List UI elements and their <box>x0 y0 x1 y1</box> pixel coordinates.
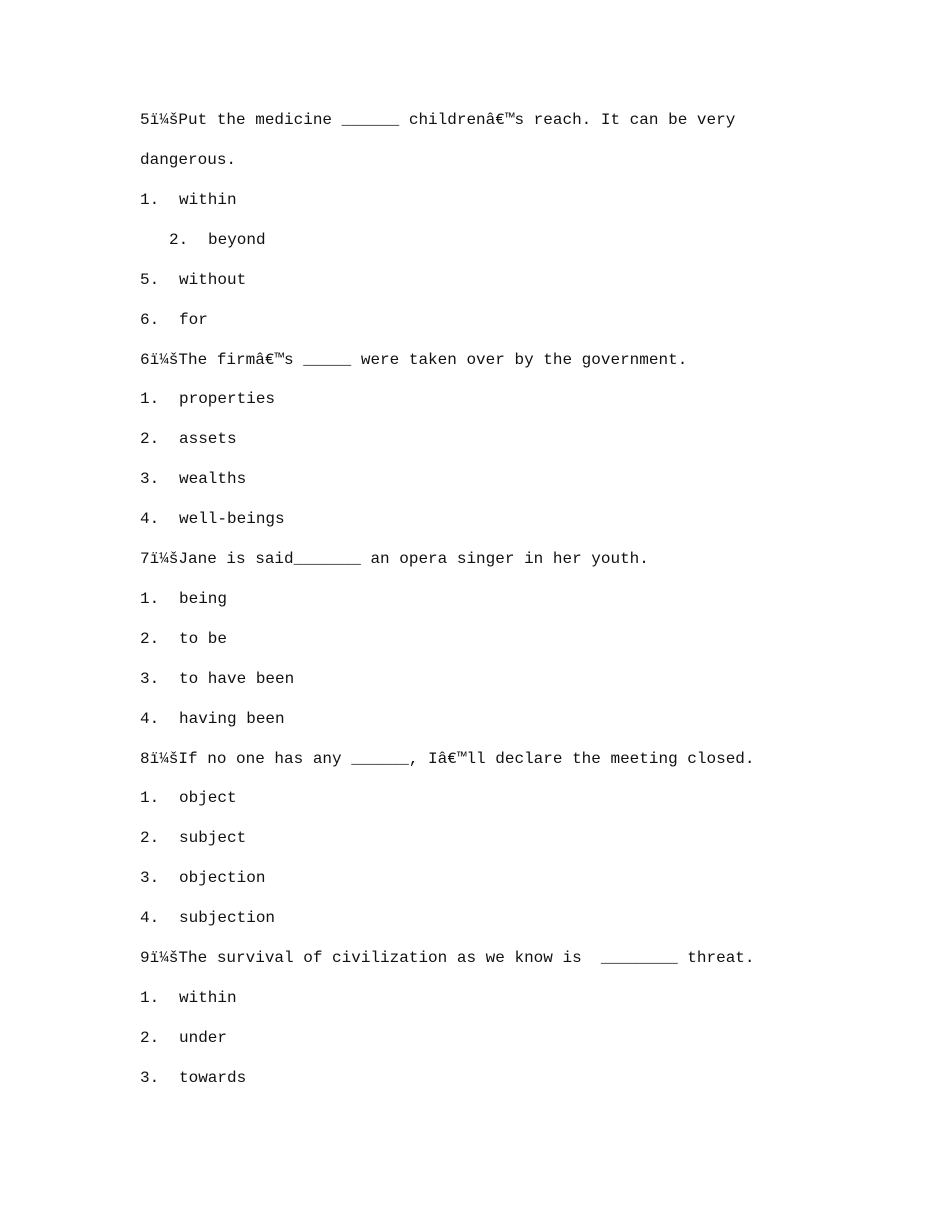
question-5-option-4 <box>140 300 208 340</box>
option-number: 2. <box>169 231 189 249</box>
question-5-option-3 <box>140 260 246 300</box>
option-text: being <box>179 590 228 608</box>
question-6-text: 6ï¼šThe firmâ€™s _____ were taken over by the government. <box>140 351 688 369</box>
question-5-text-line-1: 5ï¼šPut the medicine ______ childrenâ€™s reach. It can be very <box>140 111 736 129</box>
question-5-option-1 <box>140 180 237 220</box>
question-9-option-3 <box>140 1058 246 1098</box>
option-text: having been <box>179 710 285 728</box>
option-text: subjection <box>179 909 276 927</box>
option-number: 2. <box>140 430 160 448</box>
question-8-option-3 <box>140 858 265 898</box>
option-number: 6. <box>140 311 160 329</box>
question-7-option-1 <box>140 579 227 619</box>
question-7-option-4 <box>140 699 285 739</box>
option-number: 1. <box>140 789 160 807</box>
option-text: subject <box>179 829 247 847</box>
option-number: 1. <box>140 590 160 608</box>
option-text: objection <box>179 869 266 887</box>
option-text: without <box>179 271 247 289</box>
option-text: under <box>179 1029 228 1047</box>
question-7-text: 7ï¼šJane is said_______ an opera singer in her youth. <box>140 550 649 568</box>
option-text: object <box>179 789 237 807</box>
question-5-text-line-2: dangerous. <box>140 151 237 169</box>
option-text: within <box>179 191 237 209</box>
option-number: 3. <box>140 670 160 688</box>
question-7-option-3 <box>140 659 294 699</box>
option-number: 1. <box>140 989 160 1007</box>
option-number: 1. <box>140 390 160 408</box>
option-text: beyond <box>208 231 266 249</box>
option-number: 4. <box>140 909 160 927</box>
option-text: towards <box>179 1069 247 1087</box>
option-text: well-beings <box>179 510 285 528</box>
question-6-option-3 <box>140 459 246 499</box>
option-text: to be <box>179 630 228 648</box>
question-6-option-2 <box>140 419 237 459</box>
option-number: 3. <box>140 1069 160 1087</box>
option-number: 3. <box>140 869 160 887</box>
option-text: properties <box>179 390 276 408</box>
option-text: for <box>179 311 208 329</box>
question-8-option-4 <box>140 898 275 938</box>
option-text: within <box>179 989 237 1007</box>
option-text: to have been <box>179 670 295 688</box>
option-text: assets <box>179 430 237 448</box>
option-text: wealths <box>179 470 247 488</box>
option-number: 2. <box>140 1029 160 1047</box>
option-number: 3. <box>140 470 160 488</box>
question-9-option-2 <box>140 1018 227 1058</box>
option-number: 5. <box>140 271 160 289</box>
question-8-option-1 <box>140 778 237 818</box>
question-9-text: 9ï¼šThe survival of civilization as we know is ________ threat. <box>140 949 755 967</box>
option-number: 1. <box>140 191 160 209</box>
question-6-option-1 <box>140 379 275 419</box>
question-5-option-2 <box>169 220 266 260</box>
question-8-option-2 <box>140 818 246 858</box>
question-9-option-1 <box>140 978 237 1018</box>
question-6-option-4 <box>140 499 285 539</box>
question-8-text: 8ï¼šIf no one has any ______, Iâ€™ll declare the meeting closed. <box>140 750 755 768</box>
option-number: 4. <box>140 510 160 528</box>
option-number: 2. <box>140 630 160 648</box>
option-number: 2. <box>140 829 160 847</box>
question-7-option-2 <box>140 619 227 659</box>
option-number: 4. <box>140 710 160 728</box>
